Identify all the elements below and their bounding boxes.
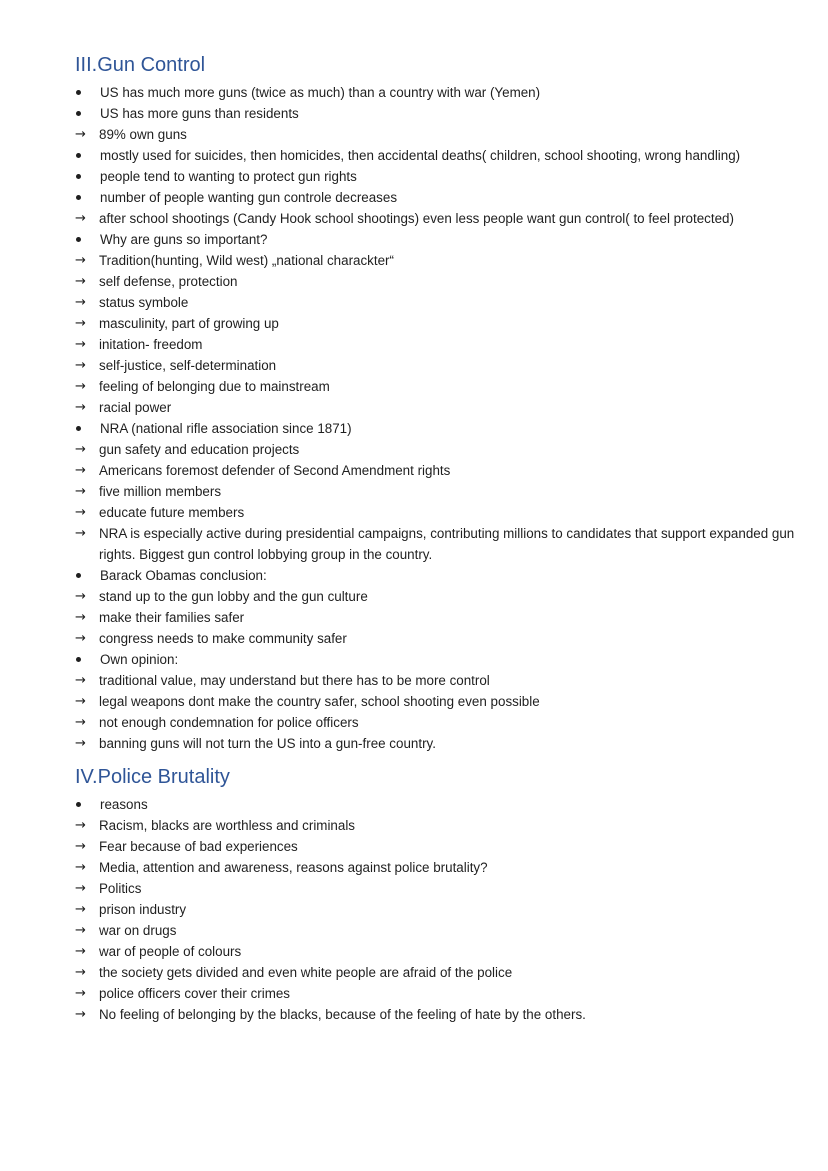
arrow-right-icon: → (75, 818, 86, 833)
sub-item (75, 376, 795, 397)
sub-item (75, 208, 795, 229)
sub-item (75, 983, 795, 1004)
sub-item (75, 271, 795, 292)
sub-item (75, 355, 795, 376)
arrow-right-icon: → (75, 505, 86, 520)
arrow-right-icon: → (75, 526, 86, 541)
sub-item-text: NRA is especially active during presidential campaigns, contributing millions to candidates that support expanded gun rights. Biggest gun control lobbying group in the country. (99, 526, 795, 562)
sub-item (75, 334, 795, 355)
sub-item-text: war of people of colours (99, 944, 242, 959)
sub-item (75, 733, 795, 754)
sub-item-text: Tradition(hunting, Wild west) „national charackter“ (99, 253, 394, 268)
arrow-right-icon: → (75, 944, 86, 959)
bullet-text: number of people wanting gun controle decreases (75, 187, 795, 208)
sub-item (75, 502, 795, 523)
sub-item-text: make their families safer (99, 610, 245, 625)
sub-item-text: war on drugs (99, 923, 177, 938)
bullet-item (75, 82, 795, 103)
sub-item (75, 670, 795, 691)
arrow-right-icon: → (75, 881, 86, 896)
bullet-list (75, 82, 795, 754)
arrow-right-icon: → (75, 358, 86, 373)
sub-item-text: Americans foremost defender of Second Amendment rights (99, 463, 451, 478)
section-number: IV. (75, 766, 98, 788)
sub-item (75, 439, 795, 460)
arrow-right-icon: → (75, 295, 86, 310)
sub-item-text: congress needs to make community safer (99, 631, 347, 646)
arrow-right-icon: → (75, 736, 86, 751)
sub-item (75, 815, 795, 836)
sections-container (75, 52, 795, 1025)
sub-item-text: feeling of belonging due to mainstream (99, 379, 330, 394)
sub-item (75, 836, 795, 857)
bullet-item (75, 187, 795, 229)
sub-item (75, 523, 795, 565)
sub-item (75, 481, 795, 502)
sub-item-text: the society gets divided and even white people are afraid of the police (99, 965, 513, 980)
sub-item-text: status symbole (99, 295, 189, 310)
sub-item-text: police officers cover their crimes (99, 986, 291, 1001)
bullet-item (75, 166, 795, 187)
sub-item (75, 691, 795, 712)
bullet-text: people tend to wanting to protect gun rights (75, 166, 795, 187)
sub-item-text: after school shootings (Candy Hook school shootings) even less people want gun control( to feel protected) (99, 211, 734, 226)
sub-list (75, 439, 795, 565)
sub-item (75, 1004, 795, 1025)
section-number: III. (75, 54, 98, 76)
sub-item (75, 124, 795, 145)
sub-item-text: legal weapons dont make the country safer, school shooting even possible (99, 694, 540, 709)
section-1 (75, 52, 795, 754)
section-heading (75, 764, 795, 790)
sub-list (75, 586, 795, 649)
section-title: Police Brutality (97, 766, 230, 788)
bullet-item (75, 565, 795, 649)
sub-item (75, 460, 795, 481)
sub-item-text: racial power (99, 400, 172, 415)
bullet-item (75, 145, 795, 166)
arrow-right-icon: → (75, 316, 86, 331)
bullet-item (75, 418, 795, 565)
bullet-text: US has much more guns (twice as much) than a country with war (Yemen) (75, 82, 795, 103)
arrow-right-icon: → (75, 274, 86, 289)
section-title: Gun Control (97, 54, 206, 76)
bullet-text: Why are guns so important? (75, 229, 795, 250)
arrow-right-icon: → (75, 337, 86, 352)
sub-list (75, 670, 795, 754)
sub-item-text: self defense, protection (99, 274, 238, 289)
sub-list (75, 815, 795, 1025)
sub-item-text: not enough condemnation for police officers (99, 715, 359, 730)
bullet-list (75, 794, 795, 1025)
sub-item-text: Fear because of bad experiences (99, 839, 298, 854)
sub-list (75, 250, 795, 418)
arrow-right-icon: → (75, 923, 86, 938)
sub-item-text: prison industry (99, 902, 187, 917)
arrow-right-icon: → (75, 986, 86, 1001)
arrow-right-icon: → (75, 589, 86, 604)
sub-item (75, 878, 795, 899)
arrow-right-icon: → (75, 211, 86, 226)
bullet-text: Own opinion: (75, 649, 795, 670)
arrow-right-icon: → (75, 610, 86, 625)
sub-item-text: Politics (99, 881, 142, 896)
arrow-right-icon: → (75, 715, 86, 730)
arrow-right-icon: → (75, 253, 86, 268)
sub-item-text: Media, attention and awareness, reasons against police brutality? (99, 860, 488, 875)
sub-item-text: No feeling of belonging by the blacks, because of the feeling of hate by the others. (99, 1007, 586, 1022)
arrow-right-icon: → (75, 1007, 86, 1022)
sub-item-text: five million members (99, 484, 222, 499)
sub-item-text: gun safety and education projects (99, 442, 300, 457)
sub-item-text: stand up to the gun lobby and the gun culture (99, 589, 368, 604)
sub-item (75, 586, 795, 607)
bullet-item (75, 649, 795, 754)
sub-item (75, 292, 795, 313)
sub-item (75, 857, 795, 878)
document-page (75, 52, 795, 1025)
arrow-right-icon: → (75, 484, 86, 499)
sub-item-text: traditional value, may understand but there has to be more control (99, 673, 490, 688)
sub-list (75, 124, 795, 145)
arrow-right-icon: → (75, 631, 86, 646)
sub-item (75, 712, 795, 733)
sub-list (75, 208, 795, 229)
arrow-right-icon: → (75, 694, 86, 709)
arrow-right-icon: → (75, 673, 86, 688)
bullet-text: mostly used for suicides, then homicides, then accidental deaths( children, school shooting, wrong handling) (75, 145, 795, 166)
sub-item-text: 89% own guns (99, 127, 187, 142)
sub-item (75, 313, 795, 334)
sub-item (75, 628, 795, 649)
sub-item (75, 899, 795, 920)
arrow-right-icon: → (75, 442, 86, 457)
bullet-text: Barack Obamas conclusion: (75, 565, 795, 586)
section-heading (75, 52, 795, 78)
sub-item (75, 607, 795, 628)
sub-item (75, 397, 795, 418)
sub-item (75, 250, 795, 271)
arrow-right-icon: → (75, 965, 86, 980)
sub-item (75, 941, 795, 962)
sub-item-text: initation- freedom (99, 337, 203, 352)
sub-item-text: banning guns will not turn the US into a gun-free country. (99, 736, 436, 751)
arrow-right-icon: → (75, 839, 86, 854)
arrow-right-icon: → (75, 127, 86, 142)
sub-item (75, 920, 795, 941)
bullet-text: reasons (75, 794, 795, 815)
bullet-text: NRA (national rifle association since 1871) (75, 418, 795, 439)
sub-item-text: educate future members (99, 505, 245, 520)
bullet-item (75, 794, 795, 1025)
section-2 (75, 764, 795, 1025)
bullet-text: US has more guns than residents (75, 103, 795, 124)
arrow-right-icon: → (75, 379, 86, 394)
sub-item-text: self-justice, self-determination (99, 358, 277, 373)
arrow-right-icon: → (75, 463, 86, 478)
bullet-item (75, 103, 795, 145)
arrow-right-icon: → (75, 902, 86, 917)
bullet-item (75, 229, 795, 418)
arrow-right-icon: → (75, 400, 86, 415)
sub-item (75, 962, 795, 983)
sub-item-text: Racism, blacks are worthless and criminals (99, 818, 355, 833)
sub-item-text: masculinity, part of growing up (99, 316, 279, 331)
arrow-right-icon: → (75, 860, 86, 875)
